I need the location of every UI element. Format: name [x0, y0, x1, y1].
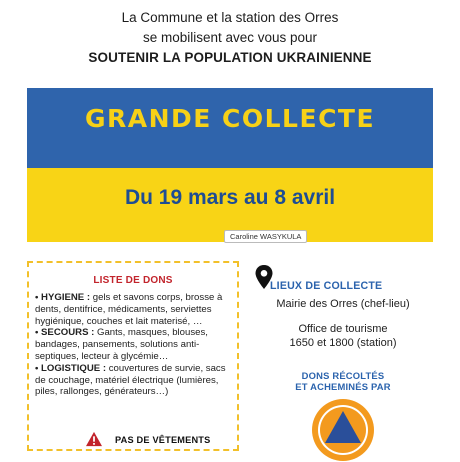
list-item-text: couvertures de survie, sacs de couchage, matériel électrique (lumières, piles, rallonges, générateurs…)	[35, 362, 226, 398]
warning-triangle-icon	[85, 431, 103, 447]
list-item-label: • HYGIENE :	[35, 292, 91, 303]
list-item-text: Gants, masques, blouses, bandages, pansements, solutions anti-septiques, lecteur à glycémie…	[35, 327, 208, 362]
list-item-label: • LOGISTIQUE :	[35, 362, 107, 374]
list-item	[35, 292, 237, 327]
collection-point-2-line-2: 1650 et 1800 (station)	[289, 337, 397, 349]
collection-point-2-line-1: Office de tourisme	[298, 323, 388, 335]
photo-credit: Caroline WASYKULA	[224, 230, 307, 243]
list-item	[35, 327, 237, 362]
list-item	[35, 363, 237, 398]
civil-protection-logo-icon	[311, 398, 375, 462]
collection-point-2	[248, 322, 438, 350]
collected-by-title	[248, 370, 438, 392]
intro-line-1: La Commune et la station des Orres	[121, 10, 339, 25]
collection-points-title: LIEUX DE COLLECTE	[270, 280, 383, 292]
donations-list	[35, 292, 237, 398]
no-clothes-warning: PAS DE VÊTEMENTS	[115, 435, 211, 445]
intro-line-3: SOUTENIR LA POPULATION UKRAINIENNE	[88, 50, 372, 65]
collection-point-1: Mairie des Orres (chef-lieu)	[276, 298, 410, 310]
collected-by-line-1: DONS RÉCOLTÉS	[301, 370, 385, 381]
banner-dates: Du 19 mars au 8 avril	[124, 186, 336, 209]
intro-line-2: se mobilisent avec vous pour	[142, 30, 318, 45]
donations-box	[27, 261, 239, 451]
intro-text	[0, 8, 460, 68]
collected-by-line-2: ET ACHEMINÉS PAR	[295, 381, 391, 392]
banner-title: GRANDE COLLECTE	[84, 104, 376, 133]
list-item-label: • SECOURS :	[35, 327, 95, 339]
list-item-text: gels et savons corps, brosse à dents, dentifrice, médicaments, serviettes hygiénique, couches et lait materisé, …	[35, 292, 223, 327]
donations-title: LISTE DE DONS	[93, 275, 173, 286]
